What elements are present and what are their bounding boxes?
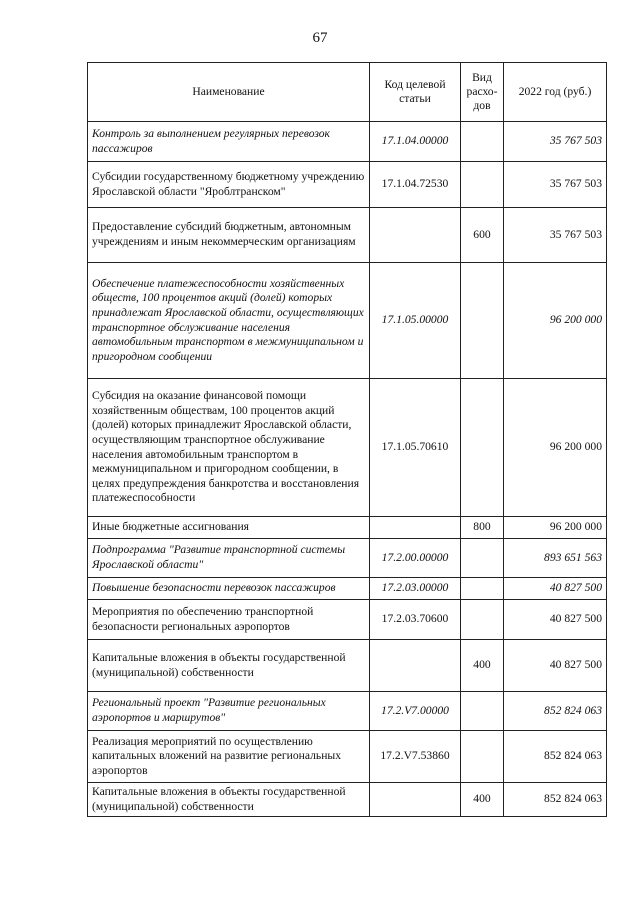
table-header-row [88, 63, 607, 122]
row-expense-type-cell [461, 692, 504, 731]
row-amount-cell: 852 824 063 [504, 783, 607, 817]
row-code-cell [370, 208, 461, 263]
row-code-cell: 17.2.03.00000 [370, 578, 461, 600]
row-name-cell: Контроль за выполнением регулярных перевозок пассажиров [88, 122, 370, 162]
row-name-cell: Реализация мероприятий по осуществлению капитальных вложений на развитие региональных аэропортов [88, 731, 370, 783]
table-body [88, 122, 607, 817]
row-amount-cell: 96 200 000 [504, 263, 607, 379]
table-row [88, 539, 607, 578]
row-amount-cell: 893 651 563 [504, 539, 607, 578]
row-name-cell: Мероприятия по обеспечению транспортной безопасности региональных аэропортов [88, 600, 370, 640]
row-name-cell: Субсидии государственному бюджетному учреждению Ярославской области "Яроблтранском" [88, 162, 370, 208]
row-amount-cell: 852 824 063 [504, 692, 607, 731]
table-row [88, 122, 607, 162]
row-expense-type-cell: 600 [461, 208, 504, 263]
table-row [88, 692, 607, 731]
row-expense-type-cell [461, 578, 504, 600]
row-name-cell: Капитальные вложения в объекты государственной (муниципальной) собственности [88, 783, 370, 817]
table-row [88, 517, 607, 539]
row-name-cell: Региональный проект "Развитие региональных аэропортов и маршрутов" [88, 692, 370, 731]
row-expense-type-cell [461, 162, 504, 208]
row-amount-cell: 96 200 000 [504, 517, 607, 539]
row-code-cell [370, 517, 461, 539]
row-amount-cell: 40 827 500 [504, 578, 607, 600]
row-name-cell: Обеспечение платежеспособности хозяйственных обществ, 100 процентов акций (долей) которых принадлежат Ярославской области, осуществляющих транспортное обслуживание населения автомобильным транспортом в межмуниципальном и пригородном сообщении [88, 263, 370, 379]
row-amount-cell: 35 767 503 [504, 162, 607, 208]
table-row [88, 731, 607, 783]
row-name-cell: Предоставление субсидий бюджетным, автономным учреждениям и иным некоммерческим организациям [88, 208, 370, 263]
header-year-amount: 2022 год (руб.) [504, 63, 607, 122]
row-code-cell: 17.1.05.00000 [370, 263, 461, 379]
header-name: Наименование [88, 63, 370, 122]
row-expense-type-cell [461, 539, 504, 578]
header-expense-type: Вид расхо-дов [461, 63, 504, 122]
row-expense-type-cell [461, 731, 504, 783]
row-code-cell: 17.1.04.72530 [370, 162, 461, 208]
row-code-cell: 17.2.V7.00000 [370, 692, 461, 731]
row-name-cell: Подпрограмма "Развитие транспортной системы Ярославской области" [88, 539, 370, 578]
row-amount-cell: 35 767 503 [504, 122, 607, 162]
table-row [88, 600, 607, 640]
row-code-cell: 17.2.00.00000 [370, 539, 461, 578]
table-row [88, 208, 607, 263]
row-code-cell: 17.1.04.00000 [370, 122, 461, 162]
row-code-cell: 17.1.05.70610 [370, 379, 461, 517]
header-code: Код целевой статьи [370, 63, 461, 122]
row-name-cell: Субсидия на оказание финансовой помощи хозяйственным обществам, 100 процентов акций (долей) которых принадлежит Ярославской области, осуществляющим транспортное обслуживание населения автомобильным транспортом в межмуниципальном и пригородном сообщении, в целях предупреждения банкротства и восстановления платежеспособности [88, 379, 370, 517]
row-expense-type-cell [461, 122, 504, 162]
row-code-cell: 17.2.V7.53860 [370, 731, 461, 783]
row-amount-cell: 40 827 500 [504, 640, 607, 692]
budget-table [87, 62, 607, 817]
table-row [88, 783, 607, 817]
row-amount-cell: 96 200 000 [504, 379, 607, 517]
row-amount-cell: 852 824 063 [504, 731, 607, 783]
table-row [88, 379, 607, 517]
row-expense-type-cell: 400 [461, 783, 504, 817]
row-expense-type-cell [461, 379, 504, 517]
row-expense-type-cell: 800 [461, 517, 504, 539]
table-row [88, 263, 607, 379]
row-code-cell [370, 783, 461, 817]
row-amount-cell: 40 827 500 [504, 600, 607, 640]
row-amount-cell: 35 767 503 [504, 208, 607, 263]
row-name-cell: Иные бюджетные ассигнования [88, 517, 370, 539]
table-row [88, 640, 607, 692]
row-name-cell: Повышение безопасности перевозок пассажиров [88, 578, 370, 600]
table-row [88, 578, 607, 600]
row-code-cell: 17.2.03.70600 [370, 600, 461, 640]
table-row [88, 162, 607, 208]
row-expense-type-cell [461, 263, 504, 379]
row-expense-type-cell: 400 [461, 640, 504, 692]
row-expense-type-cell [461, 600, 504, 640]
row-name-cell: Капитальные вложения в объекты государственной (муниципальной) собственности [88, 640, 370, 692]
page-number: 67 [312, 30, 328, 46]
row-code-cell [370, 640, 461, 692]
